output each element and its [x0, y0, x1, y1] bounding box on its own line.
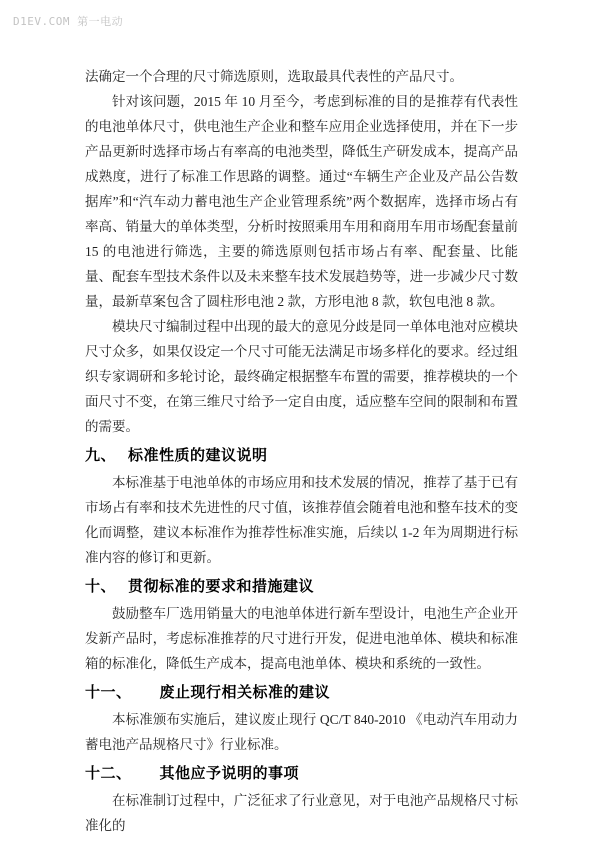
watermark-text: D1EV.COM 第一电动: [13, 15, 124, 28]
section-11-number: 十一、: [85, 684, 132, 701]
section-9-title: 标准性质的建议说明: [128, 447, 268, 464]
section-10-number: 十、: [85, 578, 117, 595]
section-9-paragraph: 本标准基于电池单体的市场应用和技术发展的情况，推荐了基于已有市场占有率和技术先进性的尺寸值，该推荐值会随着电池和整车技术的变化而调整，建议本标准作为推荐性标准实施，后续以 1-2 年为周期进行标准内容的修订和更新。: [85, 475, 518, 565]
section-12-heading: [85, 761, 518, 786]
section-12-title: 其他应予说明的事项: [159, 765, 300, 782]
document-body: [85, 64, 518, 838]
section-10-paragraph: 鼓励整车厂选用销量大的电池单体进行新车型设计，电池生产企业开发新产品时，考虑标准推荐的尺寸进行开发，促进电池单体、模块和标准箱的标准化，降低生产成本，提高电池单体、模块和系统的一致性。: [85, 606, 518, 671]
section-10-heading: [85, 574, 518, 599]
paragraph-method-continuation: 法确定一个合理的尺寸筛选原则，选取最具代表性的产品尺寸。: [85, 69, 463, 84]
section-9-number: 九、: [85, 447, 117, 464]
section-11-heading: [85, 680, 518, 705]
section-12-number: 十二、: [85, 765, 132, 782]
paragraph-screening-process: 针对该问题，2015 年 10 月至今，考虑到标准的目的是推荐有代表性的电池单体尺寸，供电池生产企业和整车应用企业选择使用，并在下一步产品更新时选择市场占有率高的电池类型，降低生产研发成本，提高产品成熟度，进行了标准工作思路的调整。通过“车辆生产企业及产品公告数据库”和“汽车动力蓄电池生产企业管理系统”两个数据库，选择市场占有率高、销量大的单体类型，分析时按照乘用车用和商用车用市场配套量前 15 的电池进行筛选，主要的筛选原则包括市场占有率、配套量、比能量、配套车型技术条件以及未来整车技术发展趋势等，进一步减少尺寸数量，最新草案包含了圆柱形电池 2 款，方形电池 8 款，软包电池 8 款。: [85, 94, 518, 309]
section-11-title: 废止现行相关标准的建议: [159, 684, 331, 701]
section-9-heading: [85, 443, 518, 468]
paragraph-module-dimensions: 模块尺寸编制过程中出现的最大的意见分歧是同一单体电池对应模块尺寸众多，如果仅设定一个尺寸可能无法满足市场多样化的要求。经过组织专家调研和多轮讨论，最终确定根据整车布置的需要，推荐模块的一个面尺寸不变，在第三维尺寸给予一定自由度，适应整车空间的限制和布置的需要。: [85, 319, 518, 434]
section-12-paragraph: 在标准制订过程中，广泛征求了行业意见，对于电池产品规格尺寸标准化的: [85, 793, 518, 833]
section-10-title: 贯彻标准的要求和措施建议: [128, 578, 315, 595]
section-11-paragraph: 本标准颁布实施后，建议废止现行 QC/T 840-2010 《电动汽车用动力蓄电池产品规格尺寸》行业标准。: [85, 712, 518, 752]
